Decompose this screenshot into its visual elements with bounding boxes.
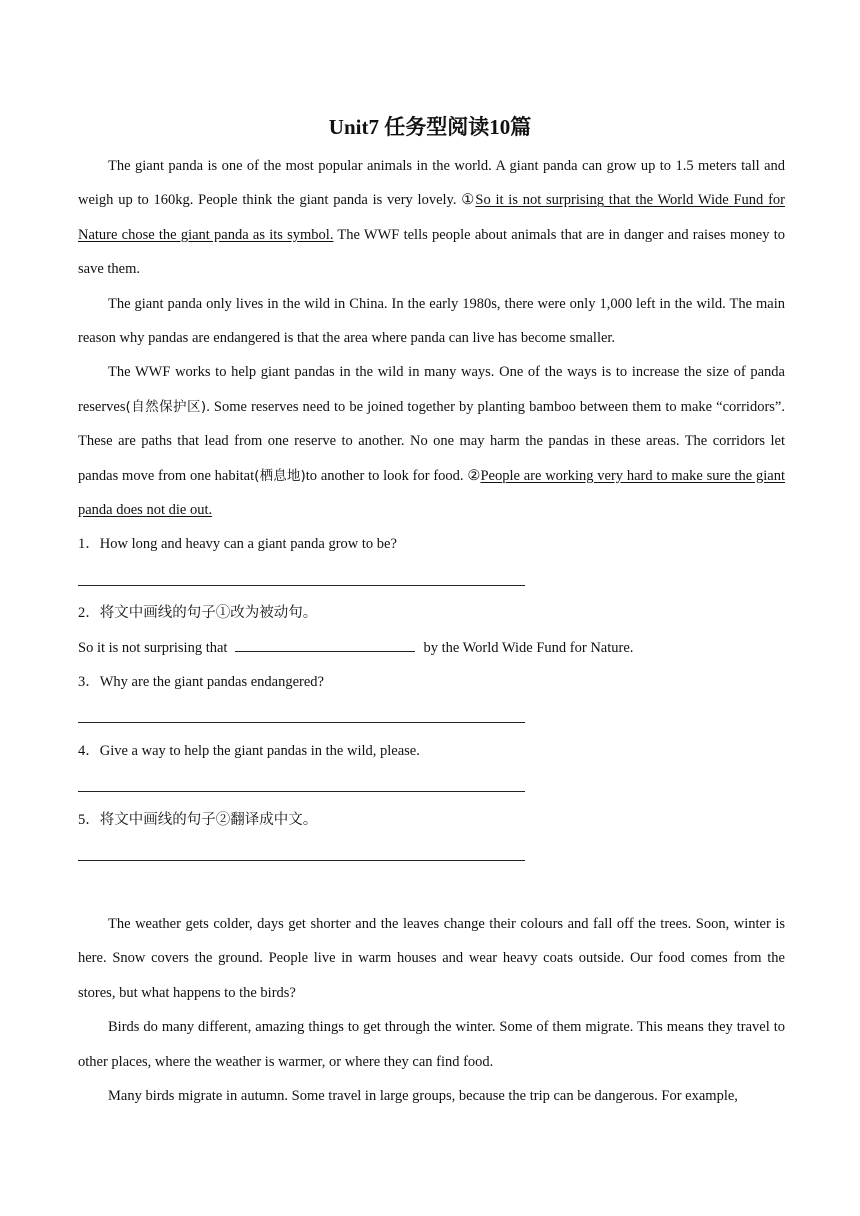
question-2: 2．将文中画线的句子①改为被动句。 [78,605,318,622]
page-title: Unit7 任务型阅读10篇 [328,115,532,139]
passage-1-paragraph-1 [78,149,785,287]
p3-text-b: . Some reserves need to be joined together by planting bamboo between them to make “corridors”. These are paths that lead from one reserve to another. No one may harm the pandas in these areas. The corridors let pandas move from one habitat [78,398,785,484]
p1-text-b: The WWF tells people about animals that are in danger and raises money to save them. [78,226,785,278]
passage-1-paragraph-2: The giant panda only lives in the wild in China. In the early 1980s, there were only 1,000 left in the wild. The main reason why pandas are endangered is that the area where panda can live has become smaller. [78,295,785,347]
question-2-sentence [78,631,785,665]
answer-line-4[interactable] [78,768,785,802]
passage-2 [78,907,785,1113]
q2-suffix: by the World Wide Fund for Nature. [423,639,634,656]
passage-2-paragraph-2: Birds do many different, amazing things to get through the winter. Some of them migrate. This means they travel to other places, where the weather is warmer, or where they can find food. [78,1019,785,1070]
p3-text-c: to another to look for food. ② [305,467,481,484]
passage-2-paragraph-1: The weather gets colder, days get shorter and the leaves change their colours and fall off the trees. Soon, winter is here. Snow covers the ground. People live in warm houses and wear heavy coats outside. Our food comes from the stores, but what happens to the birds? [78,916,785,1001]
answer-line-5[interactable] [78,837,785,871]
question-3: 3．Why are the giant pandas endangered? [78,674,324,691]
question-5: 5．将文中画线的句子②翻译成中文。 [78,811,318,828]
p3-gloss-reserves: (自然保护区) [125,398,207,415]
question-4: 4．Give a way to help the giant pandas in the wild, please. [78,742,420,759]
passage-2-paragraph-3: Many birds migrate in autumn. Some travel in large groups, because the trip can be dangerous. For example, [108,1088,738,1105]
passage-1 [78,149,785,871]
p1-text-a: The giant panda is one of the most popular animals in the world. A giant panda can grow up to 1.5 meters tall and weigh up to 160kg. People think the giant panda is very lovely. ① [78,158,785,209]
answer-line-3[interactable] [78,699,785,733]
answer-blank-2[interactable] [235,637,415,652]
answer-line-1[interactable] [78,562,785,596]
passage-1-paragraph-3 [78,355,785,527]
question-1: 1．How long and heavy can a giant panda grow to be? [78,536,397,553]
p3-gloss-habitat: (栖息地) [254,467,306,484]
p3-text-a: The WWF works to help giant pandas in the wild in many ways. One of the ways is to increase the size of panda reserves [78,364,785,415]
underlined-sentence-1: So it is not surprising that the World Wide Fund for Nature chose the giant panda as its symbol. [78,192,785,243]
q2-prefix: So it is not surprising that [78,639,228,656]
underlined-sentence-2: People are working very hard to make sure the giant panda does not die out. [78,467,785,519]
